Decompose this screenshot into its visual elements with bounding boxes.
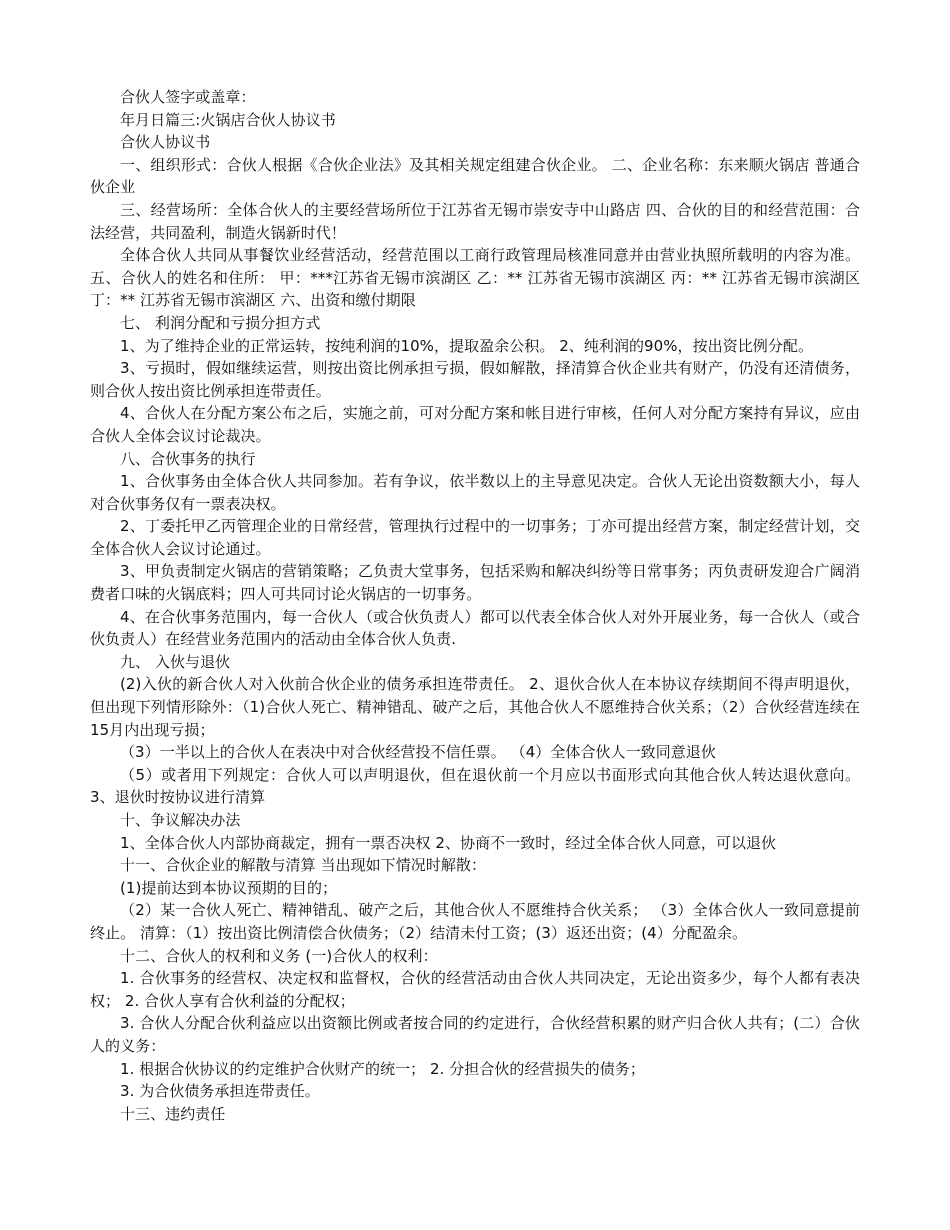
paragraph-8-3: 3、甲负责制定火锅店的营销策略；乙负责大堂事务，包括采购和解决纠纷等日常事务；丙负责研发迎合广阔消费者口味的火锅底料；四人可共同讨论火锅店的一切事务。 bbox=[90, 562, 860, 604]
section-heading-9: 九、 入伙与退伙 bbox=[120, 652, 231, 671]
paragraph-11-1: (1)提前达到本协议预期的目的； bbox=[120, 878, 338, 897]
section-heading-10: 十、争议解决办法 bbox=[120, 811, 241, 829]
paragraph-9-5: （5）或者用下列规定：合伙人可以声明退伙，但在退伙前一个月应以书面形式向其他合伙人转达退伙意向。 3、退伙时按协议进行清算 bbox=[90, 765, 860, 807]
paragraph-12-1: 1. 合伙事务的经营权、决定权和监督权，合伙的经营活动由合伙人共同决定，无论出资多少，每个人都有表决权； 2. 合伙人享有合伙利益的分配权； bbox=[90, 969, 860, 1010]
paragraph-8-1: 1、合伙事务由全体合伙人共同参加。若有争议，依半数以上的主导意见决定。合伙人无论出资数额大小，每人对合伙事务仅有一票表决权。 bbox=[90, 472, 860, 513]
paragraph-section-1-2: 一、组织形式：合伙人根据《合伙企业法》及其相关规定组建合伙企业。 二、企业名称：东来顺火锅店 普通合伙企业 bbox=[90, 155, 860, 197]
document-page bbox=[90, 86, 860, 1125]
paragraph-7-4: 4、合伙人在分配方案公布之后，实施之前，可对分配方案和帐目进行审核，任何人对分配方案持有异议，应由合伙人全体会议讨论裁决。 bbox=[90, 404, 860, 445]
paragraph-8-4: 4、在合伙事务范围内，每一合伙人（或合伙负责人）都可以代表全体合伙人对外开展业务，每一合伙人（或合伙负责人）在经营业务范围内的活动由全体合伙人负责. bbox=[90, 607, 860, 649]
paragraph-9-2: (2)入伙的新合伙人对入伙前合伙企业的债务承担连带责任。 2、退伙合伙人在本协议存续期间不得声明退伙，但出现下列情形除外：（1)合伙人死亡、精神错乱、破产之后，其他合伙人不愿维持合伙关系；（2）合伙经营连续在15月内出现亏损； bbox=[90, 675, 860, 739]
document-title: 合伙人协议书 bbox=[120, 133, 211, 152]
paragraph-7-1: 1、为了维持企业的正常运转，按纯利润的10%，提取盈余公积。 2、纯利润的90%，按出资比例分配。 bbox=[120, 336, 813, 355]
section-heading-13: 十三、违约责任 bbox=[120, 1104, 226, 1123]
paragraph-7-3: 3、亏损时，假如继续运营，则按出资比例承担亏损，假如解散，择清算合伙企业共有财产，仍没有还清债务，则合伙人按出资比例承担连带责任。 bbox=[90, 359, 860, 400]
section-heading-11: 十一、合伙企业的解散与清算 当出现如下情况时解散： bbox=[120, 856, 487, 875]
paragraph-section-5-6: 全体合伙人共同从事餐饮业经营活动，经营范围以工商行政管理局核准同意并由营业执照所载明的内容为准。 五、合伙人的姓名和住所： 甲：***江苏省无锡市滨湖区 乙：** 江苏省无锡市滨湖区 丙：** 江苏省无锡市滨湖区 丁：** 江苏省无锡市滨湖区 六、出资和缴付期限 bbox=[90, 246, 860, 310]
paragraph-12-duty-1: 1. 根据合伙协议的约定维护合伙财产的统一； 2. 分担合伙的经营损失的债务； bbox=[120, 1059, 645, 1078]
paragraph-10-1: 1、全体合伙人内部协商裁定，拥有一票否决权 2、协商不一致时，经过全体合伙人同意，可以退伙 bbox=[120, 833, 777, 852]
paragraph-signature: 合伙人签字或盖章： bbox=[120, 88, 256, 106]
section-heading-12: 十二、合伙人的权利和义务 (一)合伙人的权利： bbox=[120, 946, 438, 965]
paragraph-date-title: 年月日篇三:火锅店合伙人协议书 bbox=[120, 110, 336, 129]
section-heading-7: 七、 利润分配和亏损分担方式 bbox=[120, 313, 321, 332]
section-heading-8: 八、合伙事务的执行 bbox=[120, 449, 256, 468]
paragraph-11-2: （2）某一合伙人死亡、精神错乱、破产之后，其他合伙人不愿维持合伙关系； （3）全体合伙人一致同意提前终止。 清算：（1）按出资比例清偿合伙债务；（2）结清未付工资；(3）返还出资；(4）分配盈余。 bbox=[90, 901, 860, 942]
paragraph-9-3: （3）一半以上的合伙人在表决中对合伙经营投不信任票。 （4）全体合伙人一致同意退伙 bbox=[120, 743, 716, 762]
paragraph-8-2: 2、丁委托甲乙丙管理企业的日常经营，管理执行过程中的一切事务；丁亦可提出经营方案，制定经营计划，交全体合伙人会议讨论通过。 bbox=[90, 517, 860, 558]
paragraph-section-3-4: 三、经营场所：全体合伙人的主要经营场所位于江苏省无锡市崇安寺中山路店 四、合伙的目的和经营范围：合法经营，共同盈利，制造火锅新时代！ bbox=[90, 200, 860, 242]
paragraph-12-3: 3. 合伙人分配合伙利益应以出资额比例或者按合同的约定进行，合伙经营积累的财产归合伙人共有；(二）合伙人的义务： bbox=[90, 1014, 860, 1055]
paragraph-12-duty-3: 3. 为合伙债务承担连带责任。 bbox=[120, 1082, 320, 1101]
